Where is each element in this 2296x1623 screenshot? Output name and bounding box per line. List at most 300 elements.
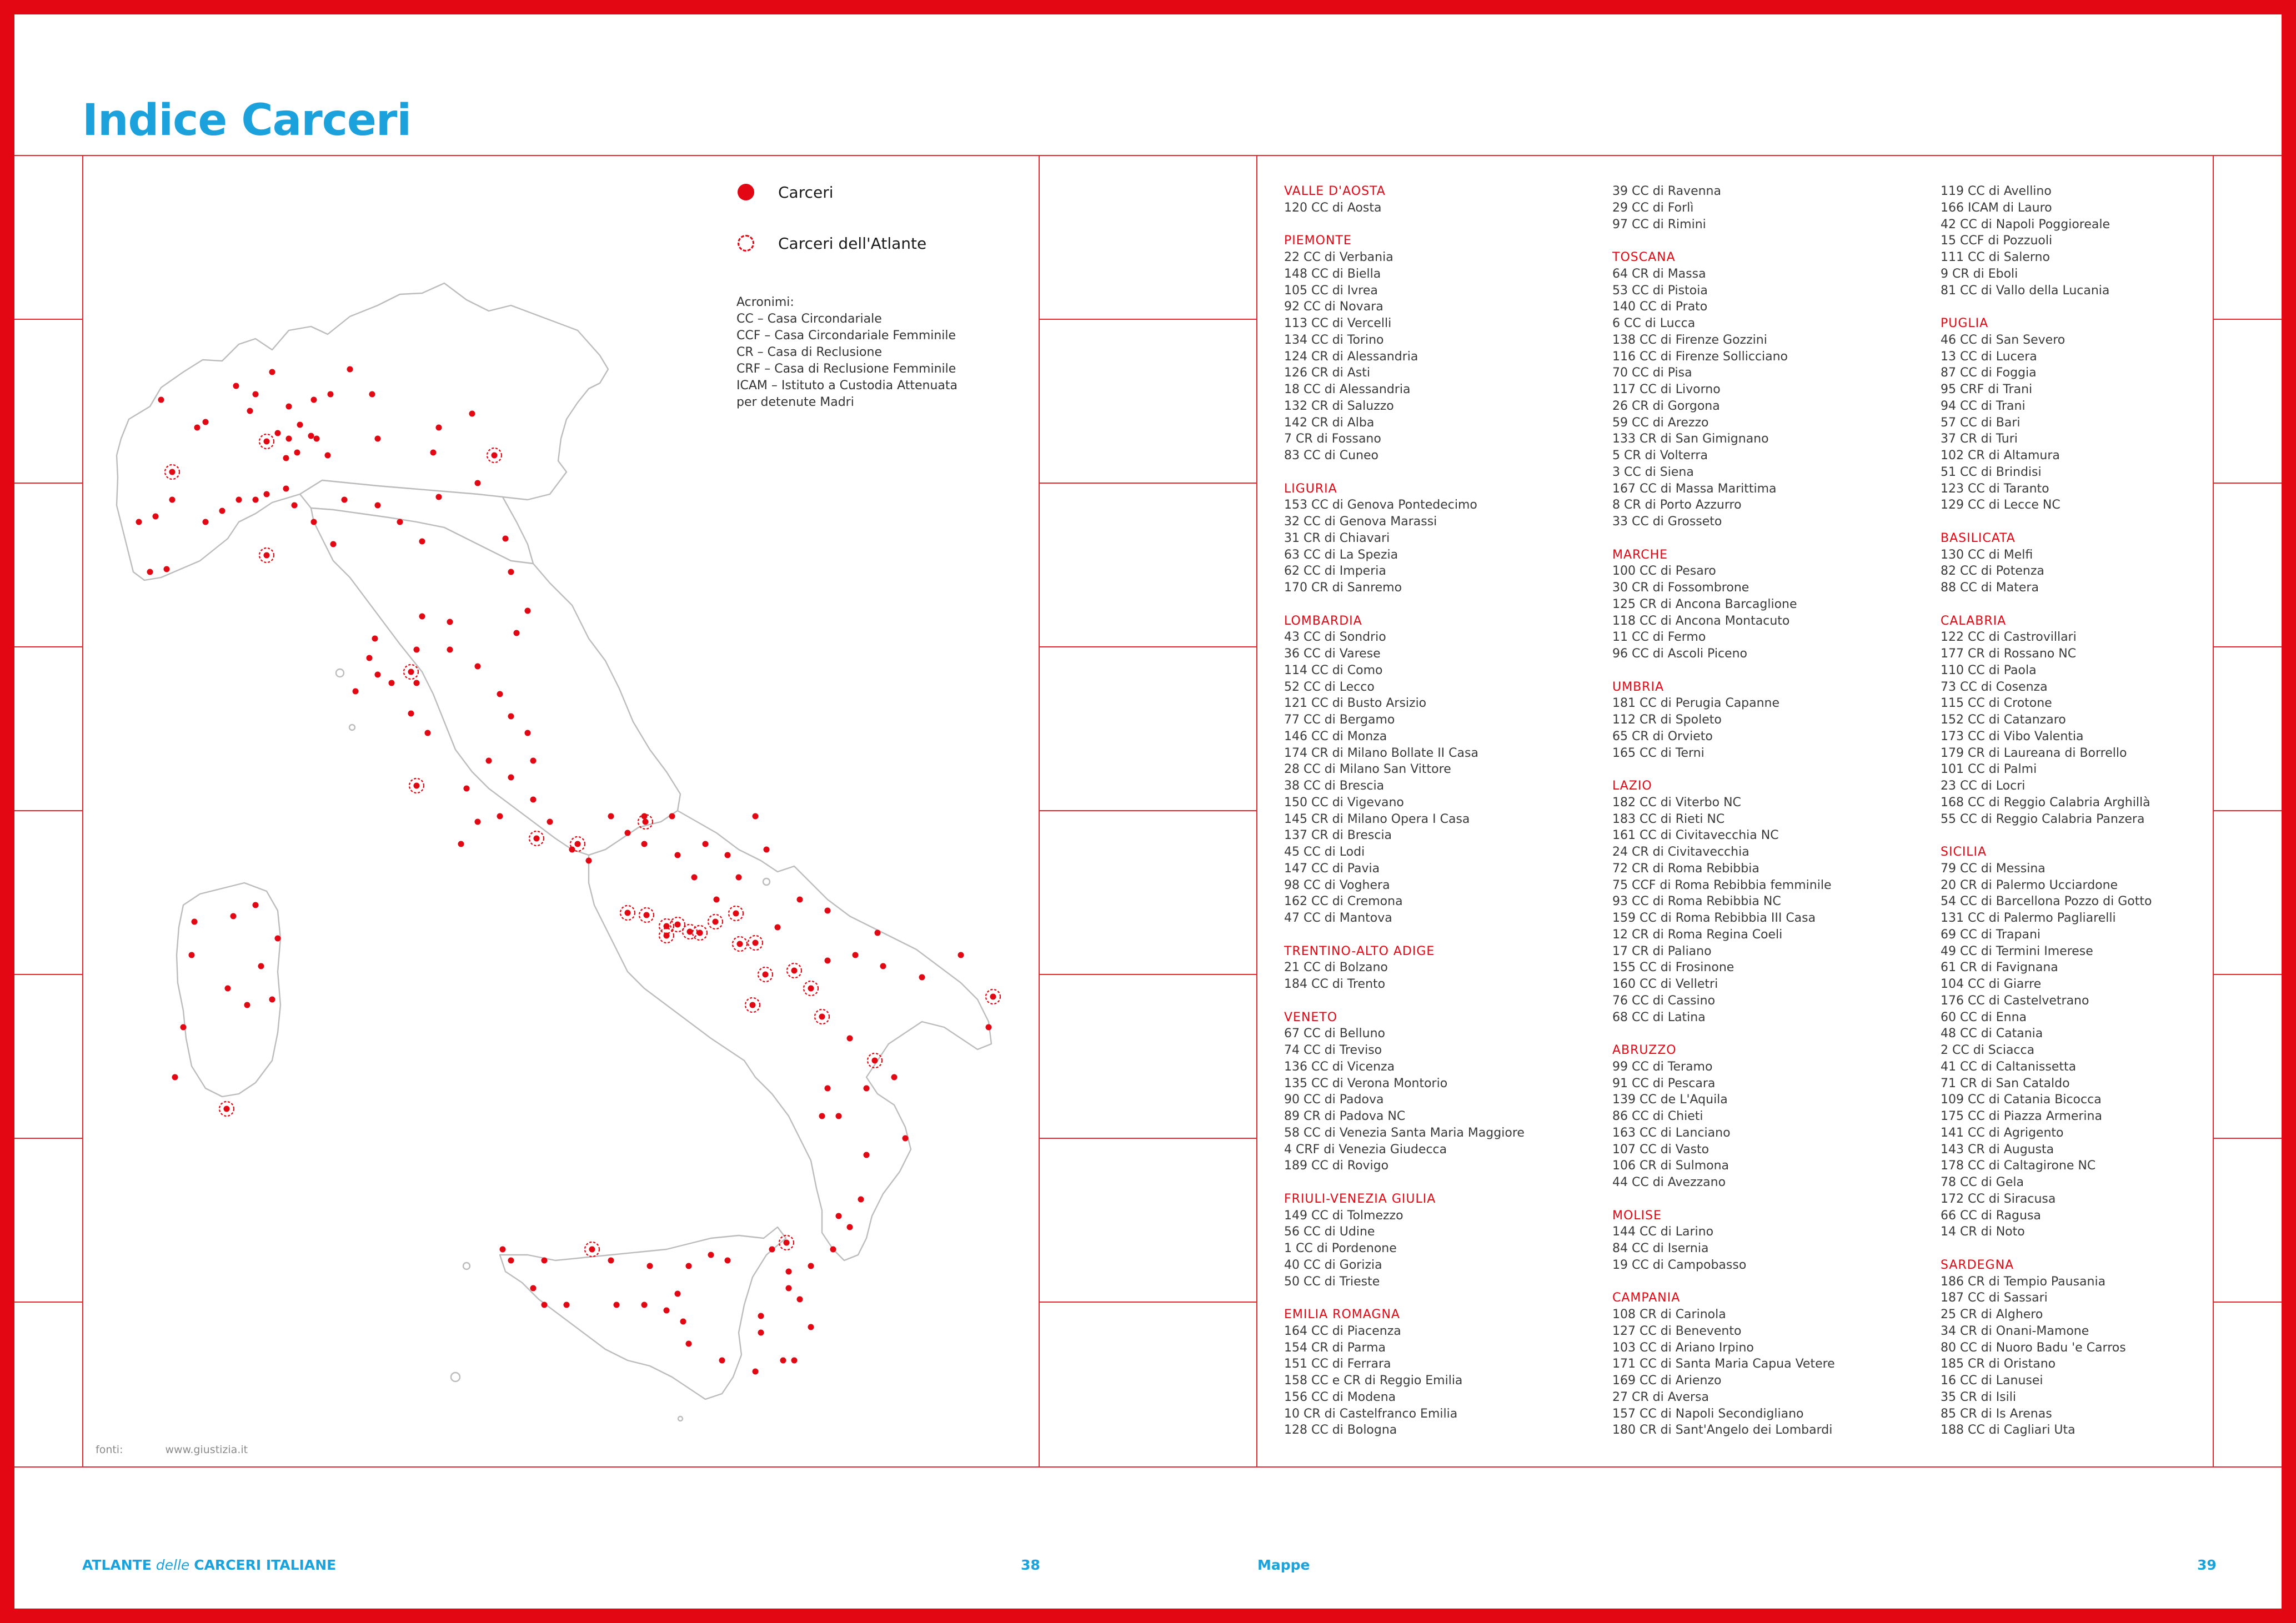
list-panel-divider bbox=[1256, 155, 1257, 1467]
region-heading: CAMPANIA bbox=[1612, 1291, 1681, 1305]
prison-marker bbox=[542, 1302, 548, 1308]
prison-entry: 157 CC di Napoli Secondigliano bbox=[1612, 1406, 1804, 1421]
region-heading: UMBRIA bbox=[1612, 680, 1665, 694]
prison-marker bbox=[247, 408, 253, 414]
atlas-prison-marker bbox=[808, 986, 814, 992]
prison-entry: 116 CC di Firenze Sollicciano bbox=[1612, 349, 1788, 364]
prison-entry: 14 CR di Noto bbox=[1941, 1225, 2025, 1239]
prison-entry: 67 CC di Belluno bbox=[1284, 1027, 1385, 1041]
atlas-prison-marker bbox=[763, 972, 769, 978]
prison-entry: 121 CC di Busto Arsizio bbox=[1284, 696, 1427, 711]
prison-marker bbox=[419, 539, 425, 545]
prison-marker bbox=[569, 847, 575, 853]
prison-entry: 77 CC di Bergamo bbox=[1284, 713, 1395, 727]
legend-atlas bbox=[736, 233, 926, 253]
prison-marker bbox=[675, 1291, 681, 1297]
atlas-prison-marker bbox=[408, 669, 414, 675]
prison-marker bbox=[181, 1024, 187, 1031]
prison-marker bbox=[891, 1074, 898, 1081]
prison-marker bbox=[847, 1036, 853, 1042]
prison-marker bbox=[508, 775, 514, 781]
prison-entry: 79 CC di Messina bbox=[1941, 861, 2046, 876]
atlas-prison-marker bbox=[819, 1014, 825, 1020]
prison-entry: 164 CC di Piacenza bbox=[1284, 1324, 1401, 1338]
prison-entry: 149 CC di Tolmezzo bbox=[1284, 1208, 1403, 1223]
prison-entry: 168 CC di Reggio Calabria Arghillà bbox=[1941, 795, 2150, 810]
prison-marker bbox=[292, 503, 298, 509]
atlas-prison-marker bbox=[697, 930, 703, 936]
island-lampedusa bbox=[678, 1416, 683, 1421]
region-group bbox=[1612, 547, 1934, 662]
prison-marker bbox=[369, 391, 375, 398]
atlas-prison-marker bbox=[664, 933, 670, 939]
prison-entry: 125 CR di Ancona Barcaglione bbox=[1612, 597, 1797, 611]
prison-entry: 20 CR di Palermo Ucciardone bbox=[1941, 878, 2118, 892]
prison-entry: 21 CC di Bolzano bbox=[1284, 961, 1388, 975]
index-column-3 bbox=[1941, 183, 2263, 1455]
prison-entry: 162 CC di Cremona bbox=[1284, 895, 1403, 909]
prison-entry: 185 CR di Oristano bbox=[1941, 1357, 2056, 1371]
prison-entry: 180 CR di Sant'Angelo dei Lombardi bbox=[1612, 1423, 1833, 1438]
acronym-item: ICAM – Istituto a Custodia Attenuata bbox=[736, 379, 958, 393]
prison-entry: 94 CC di Trani bbox=[1941, 399, 2026, 413]
prison-entry: 143 CR di Augusta bbox=[1941, 1142, 2054, 1157]
prison-entry: 87 CC di Foggia bbox=[1941, 366, 2037, 380]
prison-marker bbox=[372, 636, 378, 642]
prison-marker bbox=[447, 647, 453, 653]
atlas-prison-marker bbox=[264, 552, 270, 559]
region-group bbox=[1941, 183, 2263, 299]
prison-entry: 25 CR di Alghero bbox=[1941, 1308, 2043, 1321]
prison-marker bbox=[497, 691, 503, 697]
prison-entry: 131 CC di Palermo Pagliarelli bbox=[1941, 911, 2116, 925]
prison-entry: 167 CC di Massa Marittima bbox=[1612, 481, 1777, 496]
footer-section: Mappe bbox=[1257, 1557, 1310, 1573]
atlas-prison-marker bbox=[990, 994, 996, 1000]
region-heading: BASILICATA bbox=[1941, 531, 2016, 545]
prison-marker bbox=[430, 450, 437, 456]
prison-entry: 5 CR di Volterra bbox=[1612, 449, 1708, 463]
region-group bbox=[1612, 183, 1934, 233]
prison-entry: 44 CC di Avezzano bbox=[1612, 1175, 1726, 1189]
prison-entry: 64 CR di Massa bbox=[1612, 267, 1706, 281]
prison-marker bbox=[864, 1086, 870, 1092]
atlas-prison-marker bbox=[575, 841, 581, 847]
footer-brand bbox=[82, 1557, 336, 1573]
prison-marker bbox=[414, 647, 420, 653]
acronym-item: CR – Casa di Reclusione bbox=[736, 345, 882, 359]
prison-entry: 57 CC di Bari bbox=[1941, 415, 2021, 430]
grid-tick bbox=[1039, 1138, 1256, 1139]
prison-marker bbox=[903, 1135, 909, 1142]
atlas-prison-marker bbox=[643, 819, 649, 825]
prison-entry: 27 CR di Aversa bbox=[1612, 1390, 1710, 1404]
prison-entry: 172 CC di Siracusa bbox=[1941, 1192, 2056, 1206]
prison-marker bbox=[375, 672, 381, 678]
prison-entry: 153 CC di Genova Pontedecimo bbox=[1284, 498, 1477, 512]
prison-entry: 56 CC di Udine bbox=[1284, 1225, 1375, 1239]
prison-entry: 46 CC di San Severo bbox=[1941, 333, 2066, 347]
prison-marker bbox=[330, 541, 337, 547]
prison-entry: 182 CC di Viterbo NC bbox=[1612, 795, 1741, 810]
region-group bbox=[1284, 1307, 1606, 1439]
prison-entry: 174 CR di Milano Bollate II Casa bbox=[1284, 746, 1478, 760]
region-heading: CALABRIA bbox=[1941, 614, 2007, 628]
atlas-prison-marker bbox=[784, 1240, 790, 1246]
prison-marker bbox=[314, 436, 320, 442]
prison-entry: 189 CC di Rovigo bbox=[1284, 1159, 1389, 1173]
prison-marker bbox=[680, 1319, 686, 1325]
prison-marker bbox=[958, 952, 964, 958]
region-group bbox=[1284, 1191, 1606, 1290]
prison-entry: 137 CR di Brescia bbox=[1284, 828, 1392, 843]
prison-entry: 30 CR di Fossombrone bbox=[1612, 581, 1749, 595]
prison-entry: 128 CC di Bologna bbox=[1284, 1423, 1397, 1438]
grid-tick bbox=[1039, 319, 1256, 320]
prison-marker bbox=[447, 619, 453, 625]
prison-entry: 151 CC di Ferrara bbox=[1284, 1357, 1391, 1371]
prison-marker bbox=[136, 519, 142, 525]
page-title: Indice Carceri bbox=[82, 96, 412, 145]
grid-tick bbox=[1039, 646, 1256, 647]
prison-entry: 6 CC di Lucca bbox=[1612, 316, 1696, 330]
footer-brand-pre: ATLANTE bbox=[82, 1557, 152, 1573]
prison-entry: 96 CC di Ascoli Piceno bbox=[1612, 647, 1747, 661]
atlas-prison-marker bbox=[224, 1106, 230, 1112]
legend-atlas-label: Carceri dell'Atlante bbox=[778, 234, 927, 253]
footer-brand-mid: delle bbox=[156, 1557, 190, 1573]
region-group bbox=[1941, 315, 2263, 514]
prison-marker bbox=[525, 608, 531, 614]
prison-marker bbox=[347, 366, 353, 373]
prison-marker bbox=[503, 536, 509, 542]
region-heading: SICILIA bbox=[1941, 845, 1987, 859]
prison-entry: 91 CC di Pescara bbox=[1612, 1076, 1716, 1091]
prison-marker bbox=[508, 1258, 514, 1264]
prison-marker bbox=[419, 614, 425, 620]
prison-entry: 183 CC di Rieti NC bbox=[1612, 812, 1725, 826]
prison-marker bbox=[641, 841, 648, 847]
prison-entry: 78 CC di Gela bbox=[1941, 1175, 2024, 1189]
prison-entry: 69 CC di Trapani bbox=[1941, 927, 2041, 942]
prison-marker bbox=[236, 497, 242, 503]
prison-entry: 9 CR di Eboli bbox=[1941, 267, 2018, 281]
prison-entry: 1 CC di Pordenone bbox=[1284, 1242, 1397, 1255]
region-group bbox=[1941, 530, 2263, 596]
prison-marker bbox=[686, 1263, 692, 1269]
prison-entry: 84 CC di Isernia bbox=[1612, 1242, 1709, 1255]
prison-entry: 184 CC di Trento bbox=[1284, 977, 1386, 991]
prison-entry: 48 CC di Catania bbox=[1941, 1027, 2043, 1041]
prison-entry: 126 CR di Asti bbox=[1284, 366, 1370, 380]
island-egadi bbox=[463, 1263, 470, 1269]
prison-marker bbox=[233, 383, 239, 389]
prison-entry: 31 CR di Chiavari bbox=[1284, 531, 1390, 545]
prison-entry: 144 CC di Larino bbox=[1612, 1225, 1714, 1239]
island-pantelleria bbox=[451, 1373, 460, 1381]
prison-marker bbox=[780, 1358, 786, 1364]
prison-entry: 13 CC di Lucera bbox=[1941, 349, 2037, 364]
prison-marker bbox=[147, 569, 153, 575]
island-elba bbox=[336, 669, 344, 677]
prison-entry: 50 CC di Trieste bbox=[1284, 1274, 1380, 1289]
region-outline-south bbox=[589, 811, 991, 1260]
region-group bbox=[1612, 1042, 1934, 1191]
prison-marker bbox=[192, 919, 198, 925]
grid-tick bbox=[14, 810, 82, 811]
prison-entry: 8 CR di Porto Azzurro bbox=[1612, 498, 1742, 512]
acronym-item: CRF – Casa di Reclusione Femminile bbox=[736, 362, 956, 376]
prison-entry: 141 CC di Agrigento bbox=[1941, 1125, 2064, 1140]
region-group bbox=[1612, 1208, 1934, 1274]
prison-marker bbox=[775, 924, 781, 931]
prison-entry: 188 CC di Cagliari Uta bbox=[1941, 1423, 2076, 1438]
prison-entry: 52 CC di Lecco bbox=[1284, 680, 1375, 694]
prison-entry: 114 CC di Como bbox=[1284, 663, 1383, 677]
prison-entry: 89 CR di Padova NC bbox=[1284, 1109, 1406, 1123]
grid-tick bbox=[14, 483, 82, 484]
prison-marker bbox=[686, 1341, 692, 1347]
prison-entry: 103 CC di Ariano Irpino bbox=[1612, 1340, 1754, 1355]
atlas-prison-marker bbox=[414, 783, 420, 789]
prison-marker bbox=[647, 1263, 653, 1269]
prison-marker bbox=[875, 930, 881, 936]
prison-entry: 148 CC di Biella bbox=[1284, 267, 1381, 281]
prison-marker bbox=[708, 1252, 714, 1258]
prison-entry: 38 CC di Brescia bbox=[1284, 779, 1385, 793]
prison-marker bbox=[169, 497, 176, 503]
region-heading: TRENTINO-ALTO ADIGE bbox=[1284, 944, 1435, 958]
prison-marker bbox=[172, 1074, 178, 1081]
grid-tick bbox=[1039, 483, 1256, 484]
prison-marker bbox=[464, 786, 470, 792]
prison-entry: 70 CC di Pisa bbox=[1612, 366, 1692, 380]
prison-marker bbox=[408, 711, 414, 717]
region-group bbox=[1612, 1290, 1934, 1439]
prison-marker bbox=[586, 858, 592, 864]
prison-entry: 159 CC di Roma Rebibbia III Casa bbox=[1612, 911, 1816, 925]
prison-entry: 156 CC di Modena bbox=[1284, 1390, 1396, 1404]
region-group bbox=[1284, 233, 1606, 464]
prison-marker bbox=[758, 1330, 764, 1336]
prison-entry: 73 CC di Cosenza bbox=[1941, 680, 2048, 694]
italy-map bbox=[89, 261, 1044, 1416]
prison-entry: 80 CC di Nuoro Badu 'e Carros bbox=[1941, 1340, 2126, 1355]
prison-marker bbox=[564, 1302, 570, 1308]
prison-marker bbox=[669, 813, 675, 820]
prison-marker bbox=[508, 569, 514, 575]
prison-entry: 178 CC di Caltagirone NC bbox=[1941, 1159, 2096, 1173]
prison-marker bbox=[342, 497, 348, 503]
grid-tick bbox=[14, 1138, 82, 1139]
source-note bbox=[96, 1444, 290, 1456]
prison-entry: 152 CC di Catanzaro bbox=[1941, 713, 2066, 727]
prison-entry: 29 CC di Forlì bbox=[1612, 200, 1694, 215]
prison-entry: 86 CC di Chieti bbox=[1612, 1109, 1703, 1123]
prison-entry: 61 CR di Favignana bbox=[1941, 961, 2058, 975]
prison-entry: 66 CC di Ragusa bbox=[1941, 1208, 2041, 1223]
atlas-prison-marker bbox=[589, 1247, 595, 1253]
prison-entry: 138 CC di Firenze Gozzini bbox=[1612, 333, 1767, 347]
prison-entry: 158 CC e CR di Reggio Emilia bbox=[1284, 1374, 1463, 1388]
prison-entry: 36 CC di Varese bbox=[1284, 647, 1381, 661]
prison-entry: 113 CC di Vercelli bbox=[1284, 316, 1392, 330]
prison-entry: 51 CC di Brindisi bbox=[1941, 465, 2042, 479]
prison-entry: 3 CC di Siena bbox=[1612, 465, 1694, 479]
atlas-prison-marker bbox=[687, 929, 693, 935]
prison-marker bbox=[675, 852, 681, 858]
prison-entry: 18 CC di Alessandria bbox=[1284, 383, 1411, 396]
prison-marker bbox=[486, 758, 492, 764]
acronym-item: CCF – Casa Circondariale Femminile bbox=[736, 329, 956, 343]
bottom-rule bbox=[14, 1466, 2282, 1468]
prison-entry: 16 CC di Lanusei bbox=[1941, 1374, 2043, 1388]
prison-entry: 118 CC di Ancona Montacuto bbox=[1612, 614, 1790, 628]
prison-entry: 19 CC di Campobasso bbox=[1612, 1258, 1747, 1272]
prison-marker bbox=[808, 1324, 814, 1330]
region-heading: VENETO bbox=[1284, 1010, 1338, 1024]
prison-marker bbox=[253, 391, 259, 398]
region-group bbox=[1284, 943, 1606, 993]
prison-marker bbox=[786, 1269, 792, 1275]
prison-marker bbox=[786, 1285, 792, 1292]
prison-entry: 10 CR di Castelfranco Emilia bbox=[1284, 1406, 1458, 1421]
prison-marker bbox=[819, 1113, 825, 1119]
region-heading: MOLISE bbox=[1612, 1208, 1662, 1223]
prison-marker bbox=[725, 1258, 731, 1264]
prison-marker bbox=[425, 730, 431, 736]
atlas-prison-marker bbox=[737, 941, 743, 947]
prison-marker bbox=[275, 936, 281, 942]
grid-tick bbox=[14, 974, 82, 975]
region-heading: TOSCANA bbox=[1612, 250, 1676, 264]
prison-marker bbox=[269, 369, 275, 375]
prison-entry: 120 CC di Aosta bbox=[1284, 200, 1382, 215]
prison-entry: 173 CC di Vibo Valentia bbox=[1941, 729, 2084, 743]
prison-marker bbox=[475, 480, 481, 486]
prison-entry: 130 CC di Melfi bbox=[1941, 547, 2033, 562]
prison-entry: 7 CR di Fossano bbox=[1284, 432, 1381, 446]
prison-marker bbox=[367, 655, 373, 661]
grid-tick bbox=[14, 646, 82, 647]
prison-entry: 165 CC di Terni bbox=[1612, 746, 1705, 760]
prison-marker bbox=[986, 1024, 992, 1031]
prison-entry: 47 CC di Mantova bbox=[1284, 911, 1392, 925]
grid-tick bbox=[1039, 1302, 1256, 1303]
prison-entry: 34 CR di Onani-Mamone bbox=[1941, 1324, 2089, 1338]
prison-marker bbox=[530, 758, 537, 764]
prison-marker bbox=[830, 1247, 836, 1253]
prison-marker bbox=[764, 847, 770, 853]
region-outline-sicily bbox=[500, 1227, 786, 1399]
prison-marker bbox=[158, 397, 164, 403]
prison-marker bbox=[203, 519, 209, 525]
prison-marker bbox=[797, 1297, 803, 1303]
atlas-prison-marker bbox=[675, 922, 681, 928]
prison-entry: 35 CR di Isili bbox=[1941, 1390, 2016, 1404]
prison-marker bbox=[703, 841, 709, 847]
prison-entry: 90 CC di Padova bbox=[1284, 1093, 1384, 1107]
prison-entry: 100 CC di Pesaro bbox=[1612, 564, 1716, 579]
region-group bbox=[1284, 481, 1606, 596]
prison-marker bbox=[664, 1308, 670, 1314]
prison-marker bbox=[500, 1247, 506, 1253]
prison-marker bbox=[311, 519, 317, 525]
prison-marker bbox=[825, 908, 831, 914]
prison-entry: 98 CC di Voghera bbox=[1284, 878, 1390, 892]
prison-marker bbox=[753, 1369, 759, 1375]
prison-marker bbox=[203, 419, 209, 425]
prison-marker bbox=[608, 813, 614, 820]
prison-entry: 124 CR di Alessandria bbox=[1284, 349, 1418, 364]
prison-entry: 160 CC di Velletri bbox=[1612, 977, 1718, 991]
prison-marker bbox=[414, 680, 420, 686]
prison-entry: 134 CC di Torino bbox=[1284, 333, 1384, 347]
prison-marker bbox=[353, 689, 359, 695]
prison-entry: 161 CC di Civitavecchia NC bbox=[1612, 828, 1779, 843]
prison-entry: 83 CC di Cuneo bbox=[1284, 449, 1379, 463]
prison-entry: 171 CC di Santa Maria Capua Vetere bbox=[1612, 1357, 1835, 1371]
atlas-prison-marker bbox=[534, 836, 540, 842]
prison-marker bbox=[458, 841, 464, 847]
prison-marker bbox=[194, 425, 200, 431]
prison-marker bbox=[530, 797, 537, 803]
prison-entry: 60 CC di Enna bbox=[1941, 1010, 2027, 1024]
prison-marker bbox=[530, 1285, 537, 1292]
region-heading: PUGLIA bbox=[1941, 316, 1989, 330]
grid-tick bbox=[14, 1302, 82, 1303]
page-number-right: 39 bbox=[2197, 1557, 2217, 1573]
prison-marker bbox=[244, 1002, 250, 1008]
prison-marker bbox=[508, 713, 514, 720]
grid-tick bbox=[14, 319, 82, 320]
red-dot-icon bbox=[736, 182, 756, 202]
prison-entry: 58 CC di Venezia Santa Maria Maggiore bbox=[1284, 1125, 1525, 1140]
prison-marker bbox=[286, 404, 292, 410]
prison-entry: 81 CC di Vallo della Lucania bbox=[1941, 283, 2110, 298]
prison-entry: 74 CC di Treviso bbox=[1284, 1043, 1382, 1057]
prison-marker bbox=[469, 411, 475, 417]
atlas-prison-marker bbox=[733, 911, 739, 917]
prison-entry: 32 CC di Genova Marassi bbox=[1284, 515, 1437, 529]
prison-marker bbox=[325, 453, 331, 459]
dashed-ring-icon bbox=[736, 233, 756, 253]
grid-tick bbox=[1039, 810, 1256, 811]
prison-entry: 104 CC di Giarre bbox=[1941, 977, 2042, 991]
prison-entry: 68 CC di Latina bbox=[1612, 1010, 1706, 1024]
prison-marker bbox=[758, 1313, 764, 1319]
prison-entry: 170 CR di Sanremo bbox=[1284, 581, 1402, 595]
page-number-left: 38 bbox=[1021, 1557, 1040, 1573]
region-heading: ABRUZZO bbox=[1612, 1043, 1677, 1057]
source-link[interactable]: www.giustizia.it bbox=[165, 1444, 248, 1456]
region-heading: LAZIO bbox=[1612, 779, 1652, 793]
region-group bbox=[1941, 844, 2263, 1240]
prison-entry: 85 CR di Is Arenas bbox=[1941, 1406, 2052, 1421]
prison-marker bbox=[753, 813, 759, 820]
prison-entry: 45 CC di Lodi bbox=[1284, 845, 1365, 859]
prison-marker bbox=[475, 819, 481, 825]
region-group bbox=[1284, 613, 1606, 927]
prison-entry: 93 CC di Roma Rebibbia NC bbox=[1612, 895, 1781, 909]
prison-entry: 24 CR di Civitavecchia bbox=[1612, 845, 1749, 859]
prison-marker bbox=[641, 1302, 648, 1308]
prison-entry: 59 CC di Arezzo bbox=[1612, 415, 1709, 430]
region-heading: FRIULI-VENEZIA GIULIA bbox=[1284, 1192, 1436, 1206]
prison-marker bbox=[297, 422, 303, 428]
prison-entry: 37 CR di Turi bbox=[1941, 432, 2018, 446]
prison-entry: 169 CC di Arienzo bbox=[1612, 1374, 1722, 1388]
